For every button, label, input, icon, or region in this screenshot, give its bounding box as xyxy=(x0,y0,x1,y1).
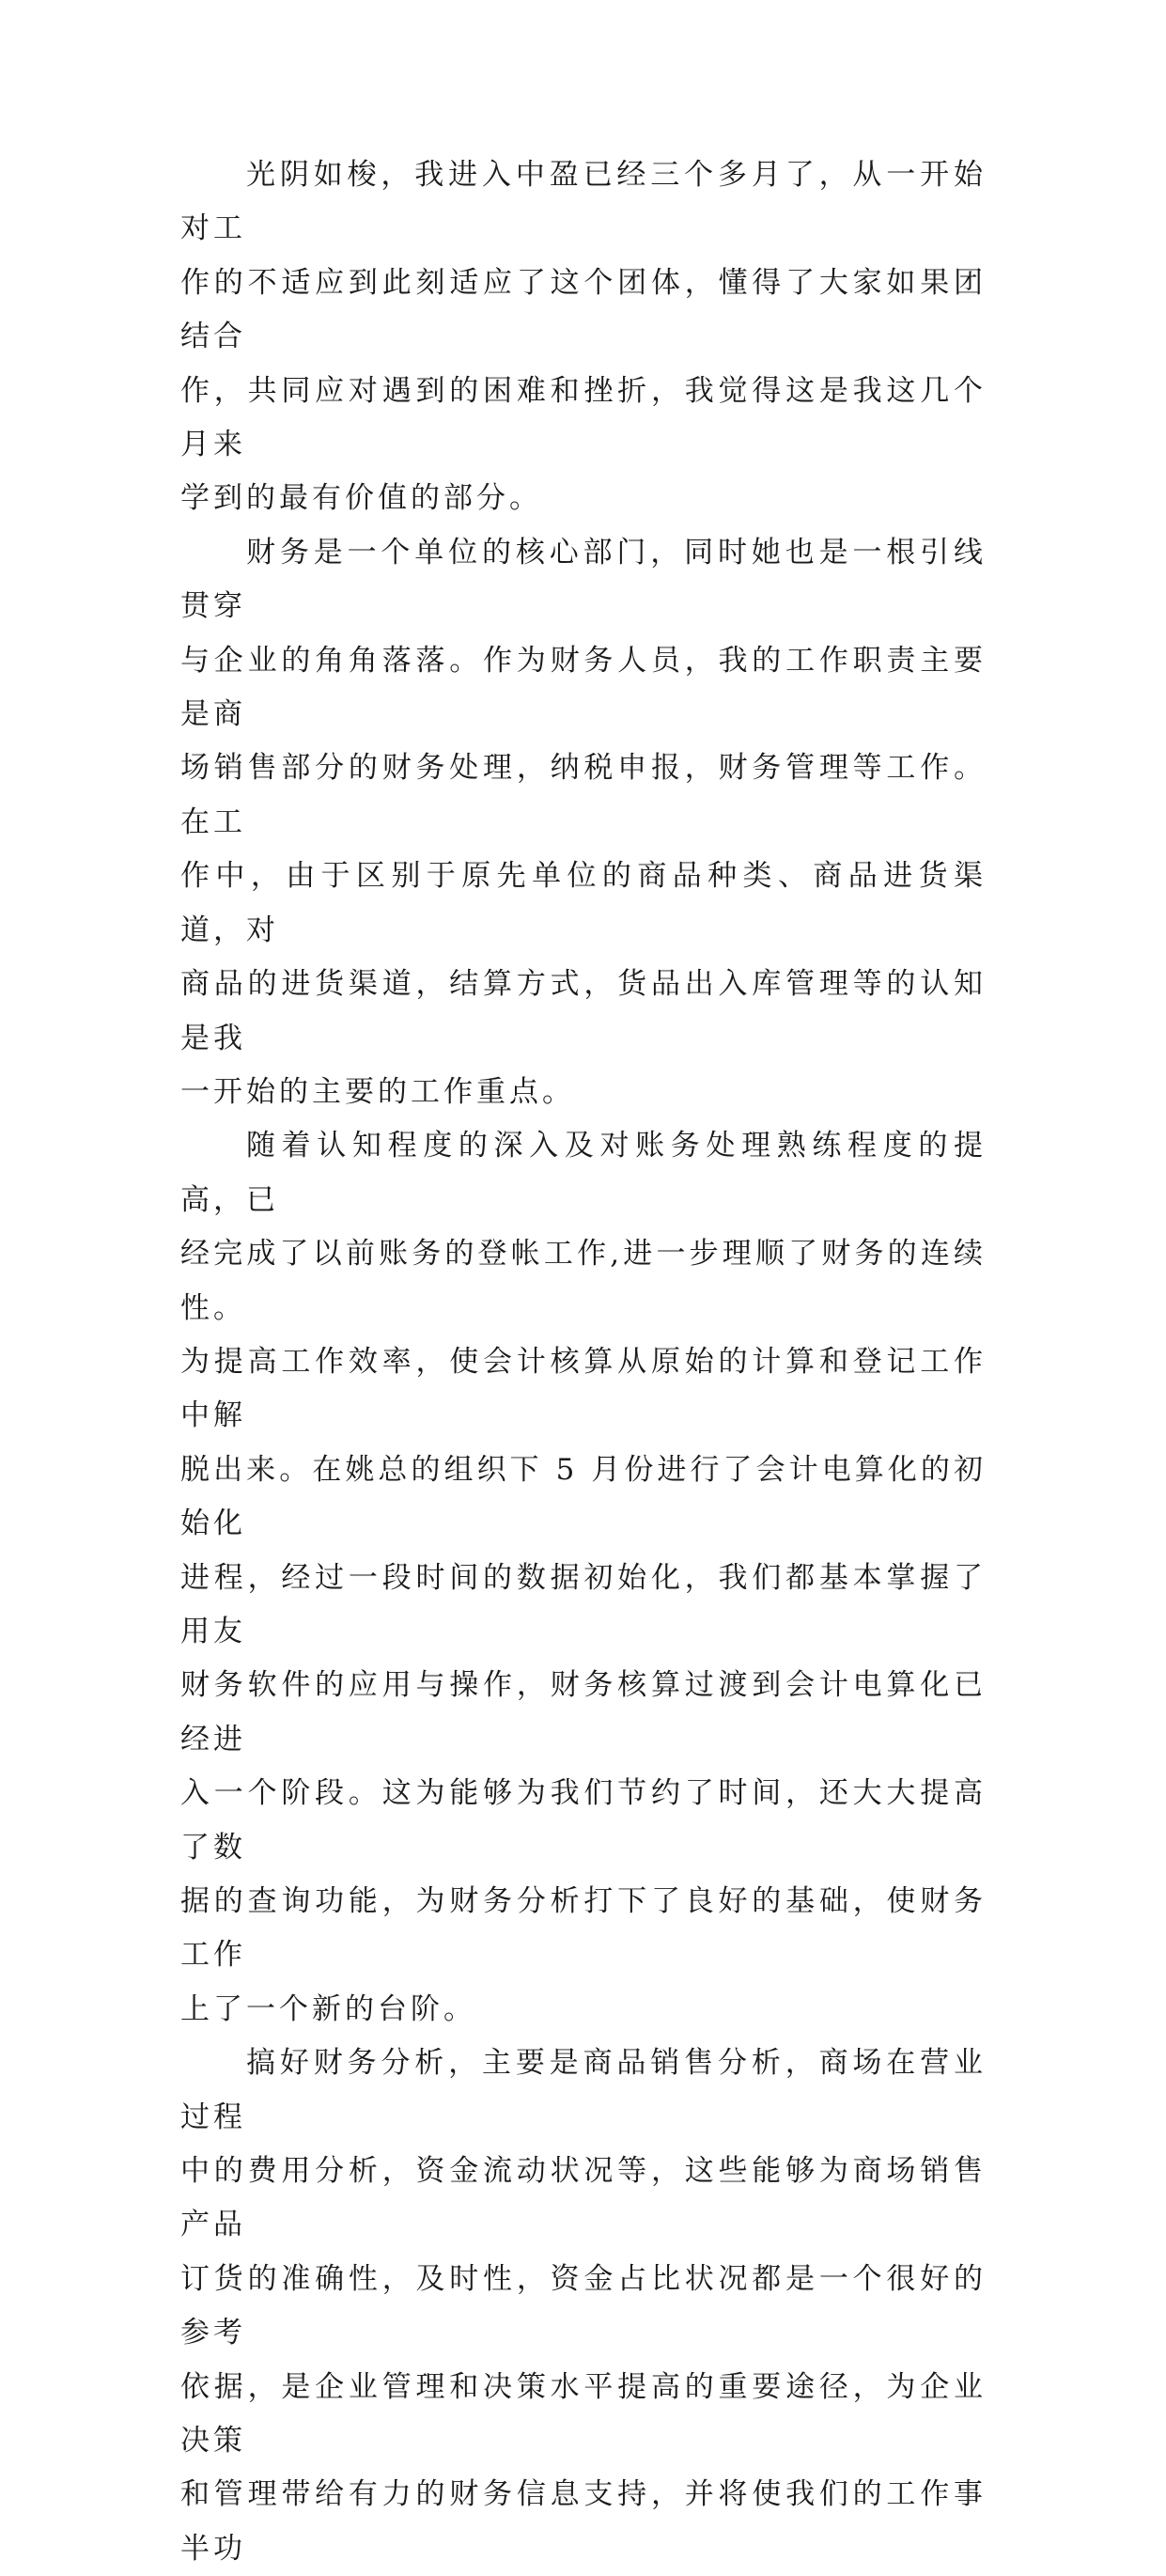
paragraph-2: 财务是一个单位的核心部门，同时她也是一根引线贯穿 与企业的角角落落。作为财务人员，我的工作职责主要是商 场销售部分的财务处理，纳税申报，财务管理等工作。在工 作中，由于区别于原先单位的商品种类、商品进货渠道，对 商品的进货渠道，结算方式，货品出入库管理等的认知是我 一开始的主要的工作重点。 xyxy=(180,535,987,1109)
document-body xyxy=(180,148,987,2576)
paragraph-4: 搞好财务分析，主要是商品销售分析，商场在营业过程 中的费用分析，资金流动状况等，这些能够为商场销售产品 订货的准确性，及时性，资金占比状况都是一个很好的参考 依据，是企业管理和决策水平提高的重要途径，为企业决策 和管理带给有力的财务信息支持，并将使我们的工作事半功 xyxy=(180,2046,987,2566)
paragraph-3: 随着认知程度的深入及对账务处理熟练程度的提高，已 经完成了以前账务的登帐工作,进一步理顺了财务的连续性。 为提高工作效率，使会计核算从原始的计算和登记工作中解 脱出来。在姚总的组织下 5 月份进行了会计电算化的初始化 进程，经过一段时间的数据初始化，我们都基本掌握了用友 财务软件的应用与操作，财务核算过渡到会计电算化已经进 入一个阶段。这为能够为我们节约了时间，还大大提高了数 据的查询功能，为财务分析打下了良好的基础，使财务工作 上了一个新的台阶。 xyxy=(180,1129,987,2026)
paragraph-1: 光阴如梭，我进入中盈已经三个多月了，从一开始对工 作的不适应到此刻适应了这个团体，懂得了大家如果团结合 作，共同应对遇到的困难和挫折，我觉得这是我这几个月来 学到的最有价值的部分。 xyxy=(180,158,987,516)
